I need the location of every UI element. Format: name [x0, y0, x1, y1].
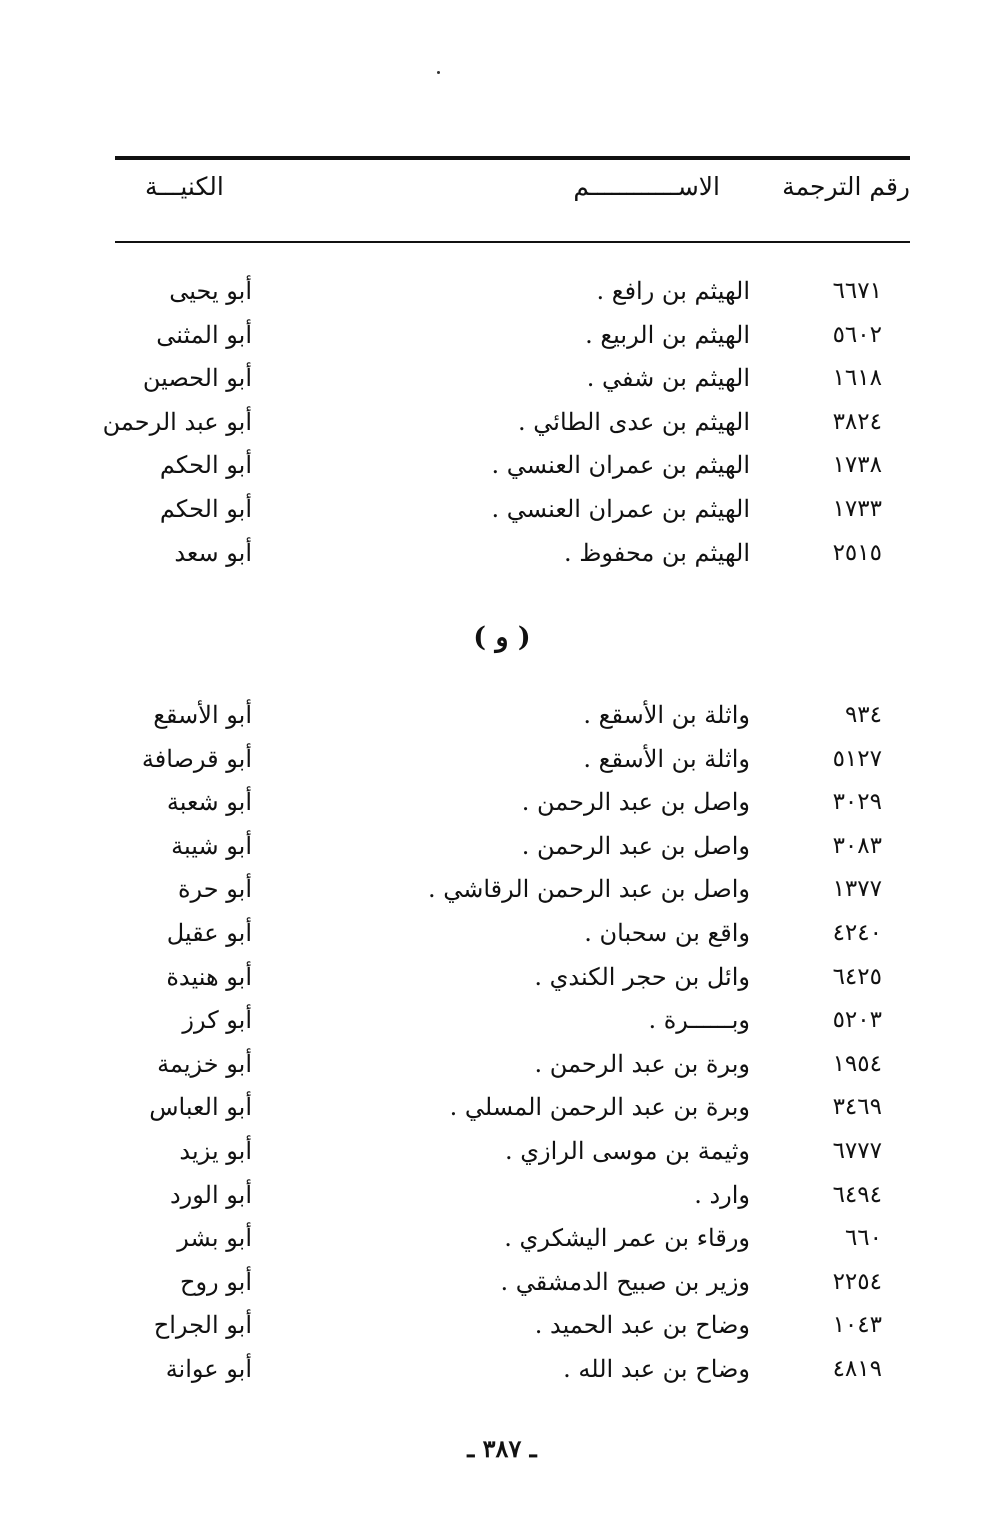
entry-kunya: أبو كرز	[182, 1006, 252, 1035]
header-number-label: رقم الترجمة	[782, 172, 910, 201]
entry-number: ٦٧٧٧	[832, 1137, 882, 1164]
entry-name: وبرة بن عبد الرحمن .	[534, 1049, 750, 1078]
entry-number: ١٦١٨	[832, 365, 882, 392]
table-row	[115, 781, 910, 825]
entry-number: ٦٦٧١	[832, 278, 882, 304]
table-row	[115, 912, 910, 956]
entry-kunya: أبو عقيل	[166, 918, 252, 947]
entry-kunya: أبو الحكم	[159, 494, 252, 523]
entry-kunya: أبو روح	[179, 1267, 252, 1296]
table-row	[115, 357, 910, 401]
entry-name: الهيثم بن رافع .	[596, 277, 750, 305]
entry-name: الهيثم بن عمران العنسي .	[491, 451, 750, 480]
entry-name: الهيثم بن شفي .	[586, 364, 750, 393]
entry-kunya: أبو هنيدة	[166, 962, 252, 991]
table-row	[115, 738, 910, 782]
entry-number: ٦٤٩٤	[832, 1181, 882, 1208]
entry-name: وثيمة بن موسى الرازي .	[505, 1136, 750, 1165]
table-row	[115, 1174, 910, 1218]
table-row	[115, 1217, 910, 1261]
entry-number: ٥٢٠٣	[832, 1007, 882, 1034]
entry-name: الهيثم بن الربيع .	[585, 320, 750, 349]
entry-name: وضاح بن عبد الحميد .	[534, 1311, 750, 1340]
table-row	[115, 868, 910, 912]
entry-number: ٤٨١٩	[832, 1355, 882, 1382]
entry-number: ٩٣٤	[844, 702, 882, 728]
table-row	[115, 1086, 910, 1130]
entry-name: وارد .	[694, 1180, 750, 1209]
entry-name: وائل بن حجر الكندي .	[534, 962, 750, 991]
table-row	[115, 1261, 910, 1305]
header-bottom-rule	[115, 241, 910, 243]
entry-kunya: أبو العباس	[149, 1093, 252, 1122]
entry-kunya: أبو الحصين	[142, 364, 252, 393]
entry-number: ٣٠٨٣	[832, 832, 882, 859]
entry-kunya: أبو شعبة	[166, 788, 252, 817]
entry-kunya: أبو بشر	[177, 1224, 252, 1253]
section-ha-list	[102, 270, 910, 575]
table-header	[115, 172, 910, 216]
entry-number: ٢٥١٥	[832, 539, 882, 566]
table-row	[102, 401, 910, 445]
entry-name: ورقاء بن عمر اليشكري .	[504, 1224, 750, 1253]
scan-speck	[437, 71, 440, 74]
entry-name: الهيثم بن عمران العنسي .	[491, 494, 750, 523]
table-row	[115, 314, 910, 358]
entry-name: وزير بن صبيح الدمشقي .	[500, 1267, 750, 1296]
header-name-label: الاســــــــــــم	[573, 172, 720, 201]
entry-kunya: أبو خزيمة	[157, 1049, 252, 1078]
entry-number: ٥١٢٧	[832, 745, 882, 772]
table-row	[115, 270, 910, 314]
entry-number: ٤٢٤٠	[832, 919, 882, 946]
table-row	[115, 999, 910, 1043]
entry-number: ١٩٥٤	[832, 1050, 882, 1077]
letter-waw-heading: ( و )	[473, 622, 531, 653]
entry-number: ٢٢٥٤	[832, 1268, 882, 1295]
entry-name: الهيثم بن عدى الطائي .	[518, 407, 750, 436]
entry-name: واثلة بن الأسقع .	[583, 701, 750, 729]
table-row	[115, 825, 910, 869]
entry-number: ١٧٣٨	[832, 452, 882, 479]
entry-kunya: أبو يزيد	[179, 1136, 252, 1165]
entry-number: ٣٠٢٩	[832, 789, 882, 816]
table-row	[115, 1348, 910, 1392]
table-row	[115, 1130, 910, 1174]
entry-kunya: أبو عوانة	[165, 1354, 252, 1383]
table-row	[115, 1043, 910, 1087]
entry-number: ١٧٣٣	[832, 495, 882, 522]
entry-name: واثلة بن الأسقع .	[583, 744, 750, 773]
entry-number: ٣٨٢٤	[832, 408, 882, 435]
entry-name: وبــــــرة .	[648, 1006, 750, 1035]
entry-kunya: أبو عبد الرحمن	[102, 407, 252, 436]
table-row	[115, 1304, 910, 1348]
entry-name: واصل بن عبد الرحمن الرقاشي .	[427, 875, 750, 904]
entry-number: ٥٦٠٢	[832, 321, 882, 348]
entry-kunya: أبو المثنى	[156, 320, 252, 349]
table-row	[115, 444, 910, 488]
entry-name: الهيثم بن محفوظ .	[563, 538, 750, 567]
entry-number: ٦٤٢٥	[832, 963, 882, 990]
page-number: ـ ٣٨٧ ـ	[467, 1434, 537, 1463]
entry-kunya: أبو قرصافة	[141, 744, 252, 773]
entry-kunya: أبو الجراح	[153, 1311, 252, 1340]
entry-kunya: أبو الحكم	[159, 451, 252, 480]
header-kunya-label: الكنيـــة	[145, 172, 224, 201]
entry-kunya: أبو الورد	[169, 1180, 252, 1209]
entry-name: واصل بن عبد الرحمن .	[521, 831, 750, 860]
entry-number: ٣٤٦٩	[832, 1094, 882, 1121]
entry-name: وضاح بن عبد الله .	[563, 1354, 750, 1383]
entry-number: ١٣٧٧	[832, 876, 882, 903]
entry-kunya: أبو سعد	[174, 538, 252, 567]
table-row	[115, 532, 910, 576]
entry-name: واصل بن عبد الرحمن .	[521, 788, 750, 817]
header-top-rule	[115, 156, 910, 160]
section-waw-list	[115, 694, 910, 1392]
entry-kunya: أبو يحيى	[169, 277, 252, 305]
entry-name: وبرة بن عبد الرحمن المسلي .	[449, 1093, 750, 1122]
entry-name: واقع بن سحبان .	[584, 918, 750, 947]
entry-kunya: أبو شيبة	[171, 831, 252, 860]
entry-number: ٦٦٠	[844, 1225, 882, 1252]
table-row	[115, 694, 910, 738]
table-row	[115, 956, 910, 1000]
table-row	[115, 488, 910, 532]
entry-kunya: أبو الأسقع	[153, 701, 252, 729]
entry-kunya: أبو حرة	[177, 875, 252, 904]
entry-number: ١٠٤٣	[832, 1312, 882, 1339]
